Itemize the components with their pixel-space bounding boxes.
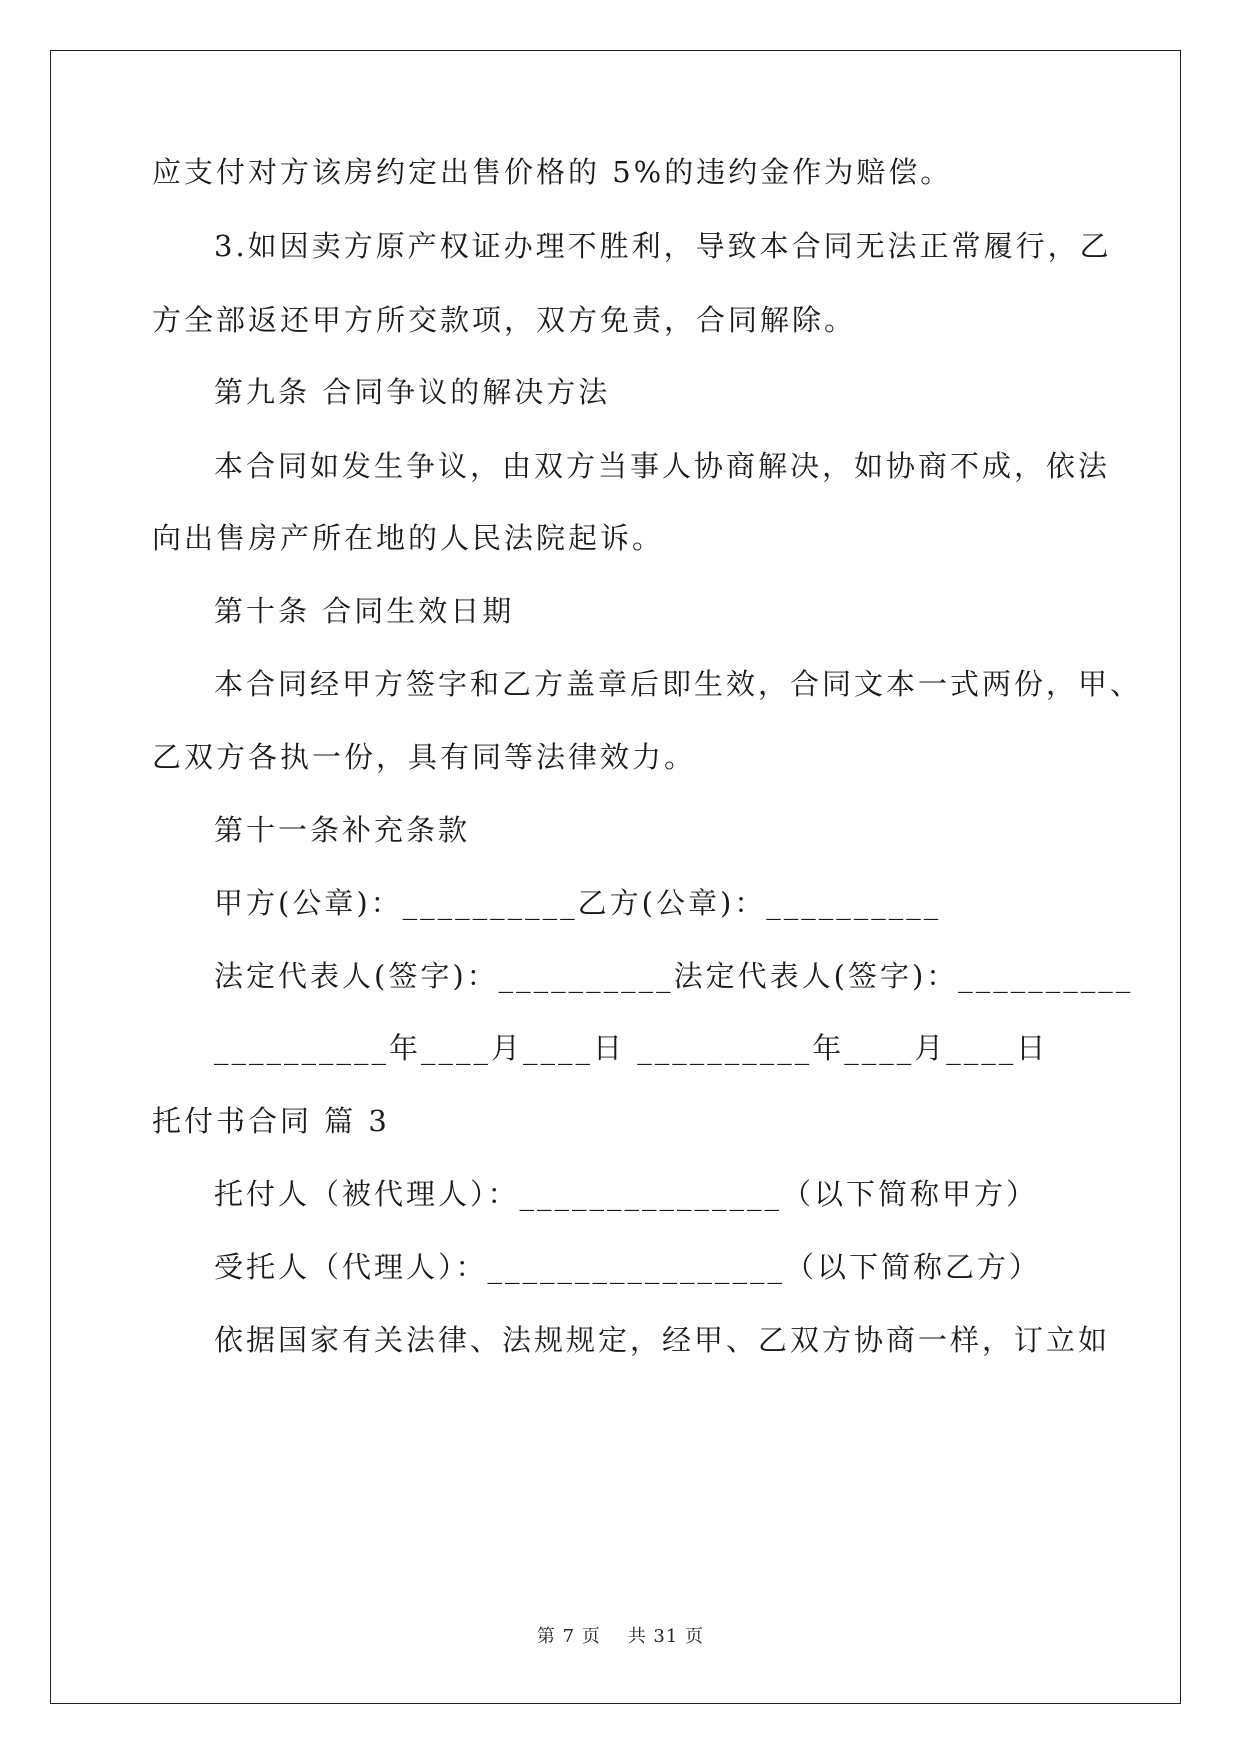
signature-line: 甲方(公章)：__________乙方(公章)：__________ [214,886,942,920]
body-line: 应支付对方该房约定出售价格的 5%的违约金作为赔偿。 [152,155,953,189]
document-heading: 托付书合同 篇 3 [152,1104,390,1138]
party-line: 托付人（被代理人）：_______________（以下简称甲方） [214,1177,1039,1211]
body-line: 3.如因卖方原产权证办理不胜利，导致本合同无法正常履行，乙 [214,229,1112,263]
section-heading: 第十条 合同生效日期 [214,594,515,628]
section-heading: 第九条 合同争议的解决方法 [214,375,611,409]
body-line: 向出售房产所在地的人民法院起诉。 [152,521,665,555]
signature-line: 法定代表人(签字)：__________法定代表人(签字)：__________ [214,959,1134,993]
section-heading: 第十一条补充条款 [214,813,471,847]
body-line: 依据国家有关法律、法规规定，经甲、乙双方协商一样，订立如 [214,1323,1111,1357]
body-line: 本合同如发生争议，由双方当事人协商解决，如协商不成，依法 [214,449,1111,483]
body-line: 本合同经甲方签字和乙方盖章后即生效，合同文本一式两份，甲、 [214,667,1143,701]
party-line: 受托人（代理人）：_________________（以下简称乙方） [214,1250,1042,1284]
date-line: __________年____月____日 __________年____月____日 [214,1031,1049,1065]
body-line: 方全部返还甲方所交款项，双方免责，合同解除。 [152,303,857,337]
page-number: 第 7 页 共 31 页 [536,1626,705,1647]
body-line: 乙双方各执一份，具有同等法律效力。 [152,740,697,774]
page-border [50,50,1181,1704]
